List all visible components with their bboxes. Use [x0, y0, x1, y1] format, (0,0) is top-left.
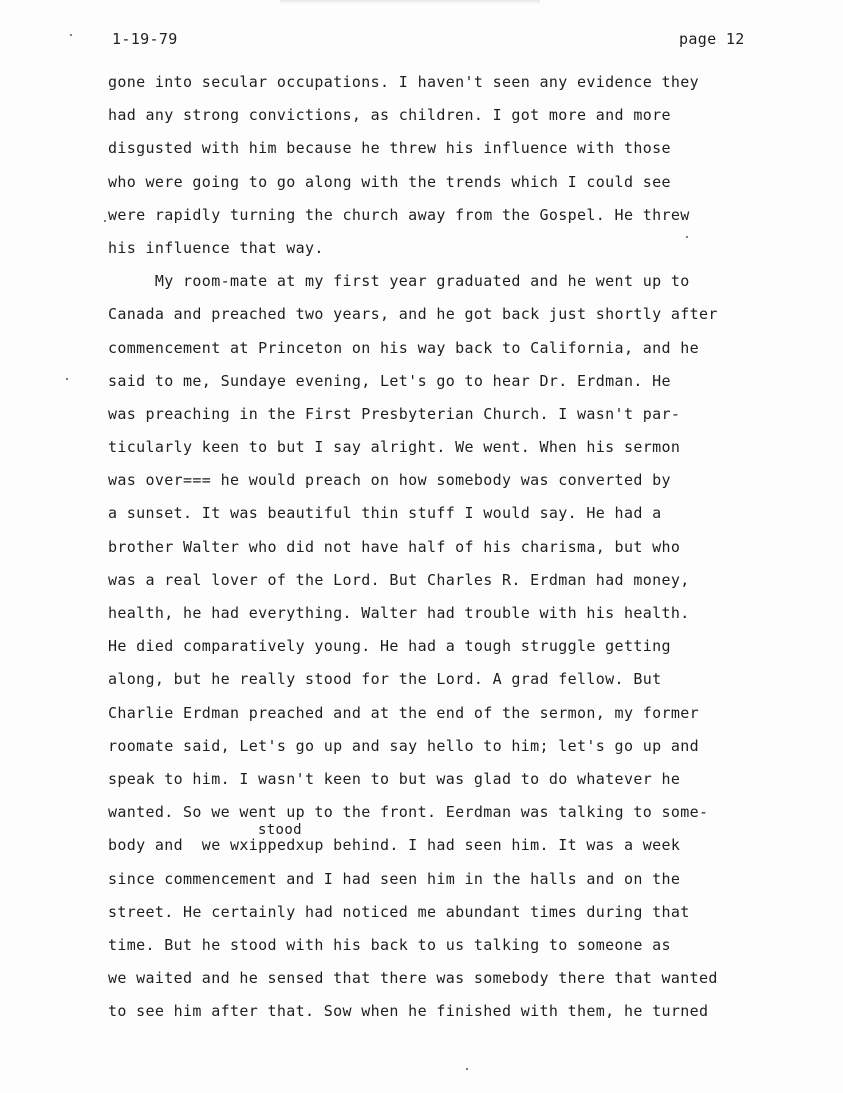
text-line-29: to see him after that. Sow when he finished with them, he turned [108, 1002, 709, 1021]
text-line-23: wanted. So we went up to the front. Eerdman was talking to some- [108, 803, 709, 822]
interlinear-correction: stood [258, 822, 302, 838]
text-line-4: who were going to go along with the trends which I could see [108, 172, 671, 191]
page-date: 1-19-79 [112, 30, 178, 48]
scan-smudge [280, 0, 540, 4]
scan-speck [466, 1068, 468, 1070]
text-line-20: Charlie Erdman preached and at the end of the sermon, my former [108, 703, 699, 722]
scan-speck [70, 34, 72, 36]
text-line-28: we waited and he sensed that there was somebody there that wanted [108, 969, 718, 988]
typed-body-text [108, 71, 798, 1033]
text-line-14: a sunset. It was beautiful thin stuff I would say. He had a [108, 504, 662, 523]
text-line-12: ticularly keen to but I say alright. We went. When his sermon [108, 438, 681, 457]
text-line-19: along, but he really stood for the Lord. A grad fellow. But [108, 670, 662, 689]
text-line-21: roomate said, Let's go up and say hello to him; let's go up and [108, 736, 699, 755]
text-line-22: speak to him. I wasn't keen to but was glad to do whatever he [108, 769, 681, 788]
scan-speck [104, 220, 106, 222]
text-line-25: since commencement and I had seen him in the halls and on the [108, 869, 681, 888]
text-line-16: was a real lover of the Lord. But Charles R. Erdman had money, [108, 570, 690, 589]
text-line-11: was preaching in the First Presbyterian Church. I wasn't par- [108, 404, 681, 423]
text-line-7: My room-mate at my first year graduated and he went up to [108, 272, 690, 291]
text-line-2: had any strong convictions, as children. I got more and more [108, 106, 671, 125]
text-line-24: body and we wxippedxup behind. I had seen him. It was a week [108, 836, 681, 855]
text-line-15: brother Walter who did not have half of his charisma, but who [108, 537, 681, 556]
scan-speck [686, 236, 688, 238]
page-number: page 12 [679, 30, 745, 48]
text-line-3: disgusted with him because he threw his influence with those [108, 139, 671, 158]
text-line-18: He died comparatively young. He had a tough struggle getting [108, 637, 671, 656]
text-line-6: his influence that way. [108, 238, 324, 257]
text-line-9: commencement at Princeton on his way back to California, and he [108, 338, 699, 357]
text-line-10: said to me, Sundaye evening, Let's go to hear Dr. Erdman. He [108, 371, 671, 390]
text-line-27: time. But he stood with his back to us talking to someone as [108, 935, 671, 954]
text-line-26: street. He certainly had noticed me abundant times during that [108, 902, 690, 921]
text-line-13: was over=== he would preach on how somebody was converted by [108, 471, 671, 490]
text-line-17: health, he had everything. Walter had trouble with his health. [108, 604, 690, 622]
text-line-5: were rapidly turning the church away from the Gospel. He threw [108, 205, 690, 224]
scan-speck [66, 378, 68, 380]
text-line-8: Canada and preached two years, and he got back just shortly after [108, 305, 718, 324]
text-line-1: gone into secular occupations. I haven't seen any evidence they [108, 73, 699, 91]
